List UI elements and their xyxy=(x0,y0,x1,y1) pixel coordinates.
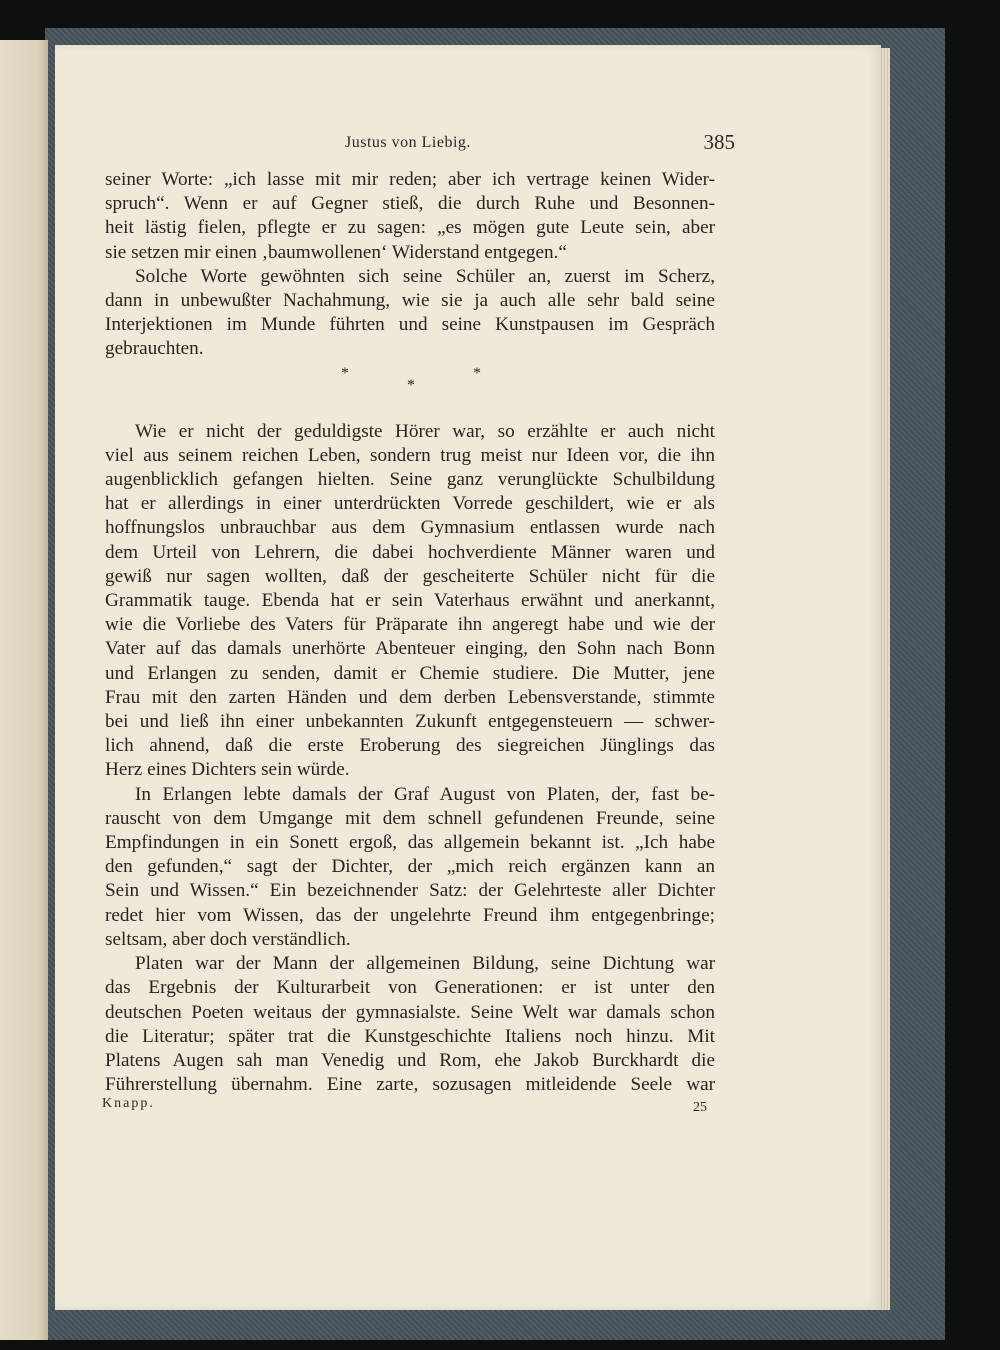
text-line: Solche Worte gewöhnten sich seine Schüler an, zuerst im Scherz, xyxy=(135,265,715,287)
text-line: rauscht von dem Umgange mit dem schnell gefundenen Freunde, seine xyxy=(105,807,715,829)
body-text xyxy=(105,168,715,1097)
text-line: Herz eines Dichters sein würde. xyxy=(105,759,350,781)
text-line: hoffnungslos unbrauchbar aus dem Gymnasium entlassen wurde nach xyxy=(105,517,715,539)
text-line: Interjektionen im Munde führten und seine Kunstpausen im Gespräch xyxy=(105,314,715,336)
text-line: Frau mit den zarten Händen und dem derben Lebensverstande, stimmte xyxy=(105,686,715,708)
text-line: gebrauchten. xyxy=(105,338,204,360)
separator-star: * xyxy=(473,364,481,382)
paragraph-4 xyxy=(105,783,715,952)
text-line: Vater auf das damals unerhörte Abenteuer einging, den Sohn nach Bonn xyxy=(105,638,715,660)
text-line: spruch“. Wenn er auf Gegner stieß, die durch Ruhe und Besonnen- xyxy=(105,193,715,215)
paragraph-2 xyxy=(105,265,715,362)
paragraph-3 xyxy=(105,420,715,783)
text-line: deutschen Poeten weitaus der gymnasialste. Seine Welt war damals schon xyxy=(105,1001,715,1023)
paragraph-5 xyxy=(105,952,715,1097)
text-line: Empfindungen in ein Sonett ergoß, das allgemein bekannt ist. „Ich habe xyxy=(105,832,715,854)
text-line: die Literatur; später trat die Kunstgeschichte Italiens noch hinzu. Mit xyxy=(105,1025,715,1047)
sheet-number: 25 xyxy=(693,1100,707,1115)
facing-page-edge xyxy=(0,40,48,1340)
text-line: seltsam, aber doch verständlich. xyxy=(105,928,351,950)
text-line: gewiß nur sagen wollten, daß der gescheiterte Schüler nicht für die xyxy=(105,565,715,587)
text-line: und Erlangen zu senden, damit er Chemie studiere. Die Mutter, jene xyxy=(105,662,715,684)
text-line: In Erlangen lebte damals der Graf August von Platen, der, fast be- xyxy=(135,783,715,805)
text-line: das Ergebnis der Kulturarbeit von Generationen: er ist unter den xyxy=(105,977,715,999)
text-line: viel aus seinem reichen Leben, sondern trug meist nur Ideen vor, die ihn xyxy=(105,444,715,466)
text-line: bei und ließ ihn einer unbekannten Zukunft entgegensteuern — schwer- xyxy=(105,711,715,733)
text-line: dann in unbewußter Nachahmung, wie sie ja auch alle sehr bald seine xyxy=(105,290,715,312)
paragraph-1 xyxy=(105,168,715,265)
text-line: lich ahnend, daß die erste Eroberung des siegreichen Jünglings das xyxy=(105,735,715,757)
separator-star: * xyxy=(407,376,415,394)
section-separator xyxy=(105,362,715,420)
text-line: hat er allerdings in einer unterdrückten Vorrede geschildert, wie er als xyxy=(105,493,715,515)
text-line: wie die Vorliebe des Vaters für Präparate ihn angeregt habe und wie der xyxy=(105,614,715,636)
text-line: redet hier vom Wissen, das der ungelehrte Freund ihm entgegenbringe; xyxy=(105,904,715,926)
page-header xyxy=(105,128,735,158)
text-line: den gefunden,“ sagt der Dichter, der „mich reich ergänzen kann an xyxy=(105,856,715,878)
page-number: 385 xyxy=(703,130,735,154)
text-line: heit lästig fielen, pflegte er zu sagen: „es mögen gute Leute sein, aber xyxy=(105,217,715,239)
printer-signature: Knapp. xyxy=(102,1096,155,1111)
text-line: augenblicklich gefangen hielten. Seine ganz verunglückte Schulbildung xyxy=(105,469,715,491)
text-line: Wie er nicht der geduldigste Hörer war, so erzählte er auch nicht xyxy=(135,420,715,442)
text-line: Führerstellung übernahm. Eine zarte, sozusagen mitleidende Seele war xyxy=(105,1074,715,1096)
text-line: dem Urteil von Lehrern, die dabei hochverdiente Männer waren und xyxy=(105,541,715,563)
text-line: Grammatik tauge. Ebenda hat er sein Vaterhaus erwähnt und anerkannt, xyxy=(105,590,715,612)
text-line: seiner Worte: „ich lasse mit mir reden; aber ich vertrage keinen Wider- xyxy=(105,169,715,190)
text-line: Sein und Wissen.“ Ein bezeichnender Satz: der Gelehrteste aller Dichter xyxy=(105,880,715,902)
text-line: Platen war der Mann der allgemeinen Bildung, seine Dichtung war xyxy=(135,953,715,975)
running-head: Justus von Liebig. xyxy=(345,134,471,151)
separator-star: * xyxy=(341,364,349,382)
text-line: sie setzen mir einen ‚baumwollenen‘ Widerstand entgegen.“ xyxy=(105,241,567,263)
text-line: Platens Augen sah man Venedig und Rom, ehe Jakob Burckhardt die xyxy=(105,1049,715,1071)
